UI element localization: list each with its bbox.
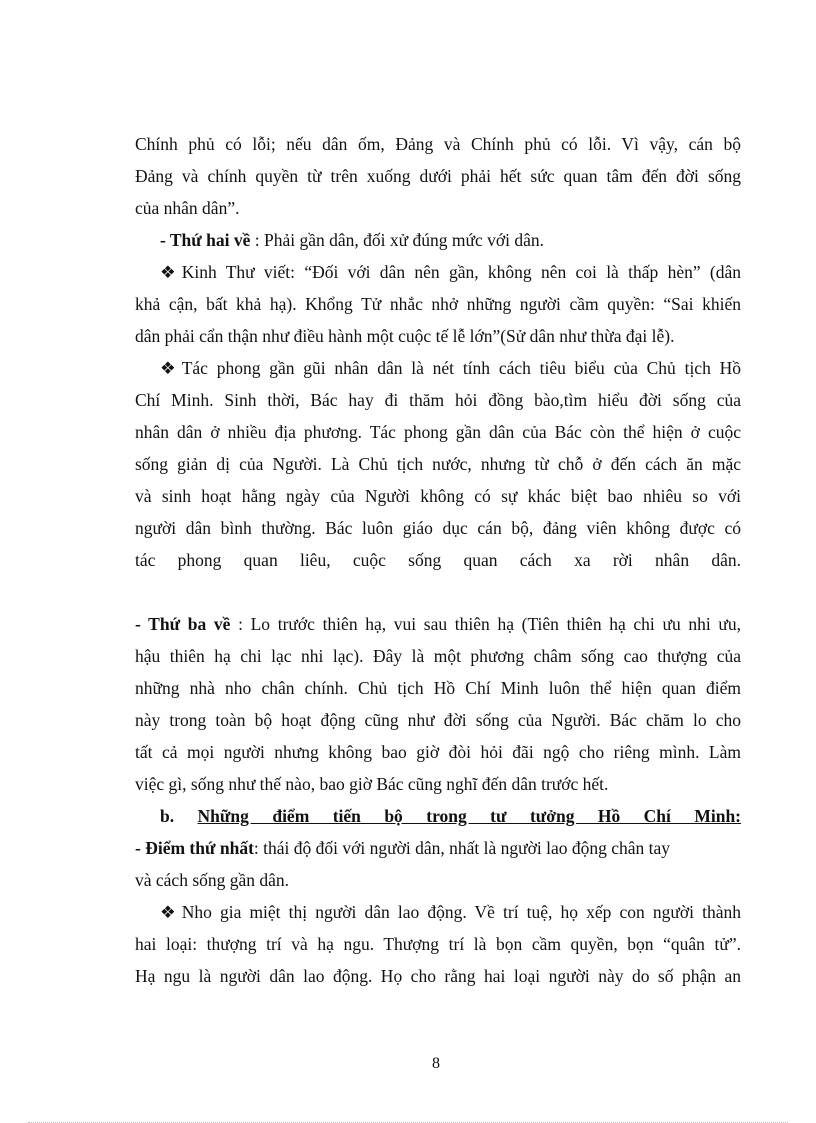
section-thu-ba: [135, 608, 741, 640]
text-line: khả cận, bất khả hạ). Khổng Tử nhắc nhở những người cầm quyền: “Sai khiến: [135, 294, 741, 314]
section-text: : Phải gần dân, đối xử đúng mức với dân.: [250, 230, 545, 250]
text-line: Hạ ngu là người dân lao động. Họ cho rằng hai loại người này do số phận an: [135, 966, 741, 986]
section-thu-hai: [135, 224, 741, 256]
text-line: này trong toàn bộ hoạt động cũng như đời sống của Người. Bác chăm lo cho: [135, 710, 741, 730]
heading-prefix: b.: [160, 806, 175, 826]
bullet-paragraph-line: ❖ Nho gia miệt thị người dân lao động. Về trí tuệ, họ xếp con người thành: [135, 896, 741, 928]
bullet-paragraph-line: ❖ Tác phong gần gũi nhân dân là nét tính cách tiêu biểu của Chủ tịch Hồ: [135, 352, 741, 384]
point-label: - Điểm thứ nhất: [135, 838, 254, 858]
text-line: nhân dân ở nhiều địa phương. Tác phong gần dân của Bác còn thể hiện ở cuộc: [135, 422, 741, 442]
document-body: [135, 128, 741, 992]
text-line: việc gì, sống như thế nào, bao giờ Bác cũng nghĩ đến dân trước hết.: [135, 774, 609, 794]
diamond-bullet-icon: ❖: [160, 358, 176, 378]
point-first: [135, 832, 741, 864]
text-line: và cách sống gần dân.: [135, 870, 290, 890]
section-text: : Lo trước thiên hạ, vui sau thiên hạ (Tiên thiên hạ chi ưu nhi ưu,: [230, 614, 741, 634]
text-line: tất cả mọi người nhưng không bao giờ đòi hỏi đãi ngộ cho riêng mình. Làm: [135, 742, 741, 762]
section-label: - Thứ hai về: [160, 230, 251, 250]
heading-title: Những điểm tiến bộ trong tư tưởng Hồ Chí Minh:: [197, 806, 742, 826]
text-line: hậu thiên hạ chi lạc nhi lạc). Đây là một phương châm sống cao thượng của: [135, 646, 741, 666]
text-line: và sinh hoạt hằng ngày của Người không có sự khác biệt bao nhiêu so với: [135, 486, 741, 506]
page-number: 8: [432, 1055, 440, 1072]
bullet-paragraph-line: ❖ Kinh Thư viết: “Đối với dân nên gần, không nên coi là thấp hèn” (dân: [135, 256, 741, 288]
point-text: : thái độ đối với người dân, nhất là người lao động chân tay: [253, 838, 671, 858]
text-line: Đảng và chính quyền từ trên xuống dưới phải hết sức quan tâm đến đời sống: [135, 166, 741, 186]
text-line: hai loại: thượng trí và hạ ngu. Thượng trí là bọn cầm quyền, bọn “quân tử”.: [135, 934, 741, 954]
text-line: Chính phủ có lỗi; nếu dân ốm, Đảng và Chính phủ có lỗi. Vì vậy, cán bộ: [135, 134, 741, 154]
diamond-bullet-icon: ❖: [160, 262, 176, 282]
text-line: người dân bình thường. Bác luôn giáo dục cán bộ, đảng viên không được có: [135, 518, 741, 538]
text-line: tác phong quan liêu, cuộc sống quan cách xa rời nhân dân.: [135, 550, 741, 570]
section-heading-b: [135, 800, 741, 832]
text-line: sống giản dị của Người. Là Chủ tịch nước, nhưng từ chỗ ở đến cách ăn mặc: [135, 454, 741, 474]
diamond-bullet-icon: ❖: [160, 902, 176, 922]
paragraph-gap: [135, 576, 741, 608]
text-line: dân phải cẩn thận như điều hành một cuộc tế lễ lớn”(Sử dân như thừa đại lễ).: [135, 326, 675, 346]
text-line: những nhà nho chân chính. Chủ tịch Hồ Chí Minh luôn thể hiện quan điểm: [135, 678, 741, 698]
text-line: Chí Minh. Sinh thời, Bác hay đi thăm hỏi đồng bào,tìm hiểu đời sống của: [135, 390, 741, 410]
section-label: - Thứ ba về: [135, 614, 231, 634]
text-line: của nhân dân”.: [135, 198, 240, 218]
